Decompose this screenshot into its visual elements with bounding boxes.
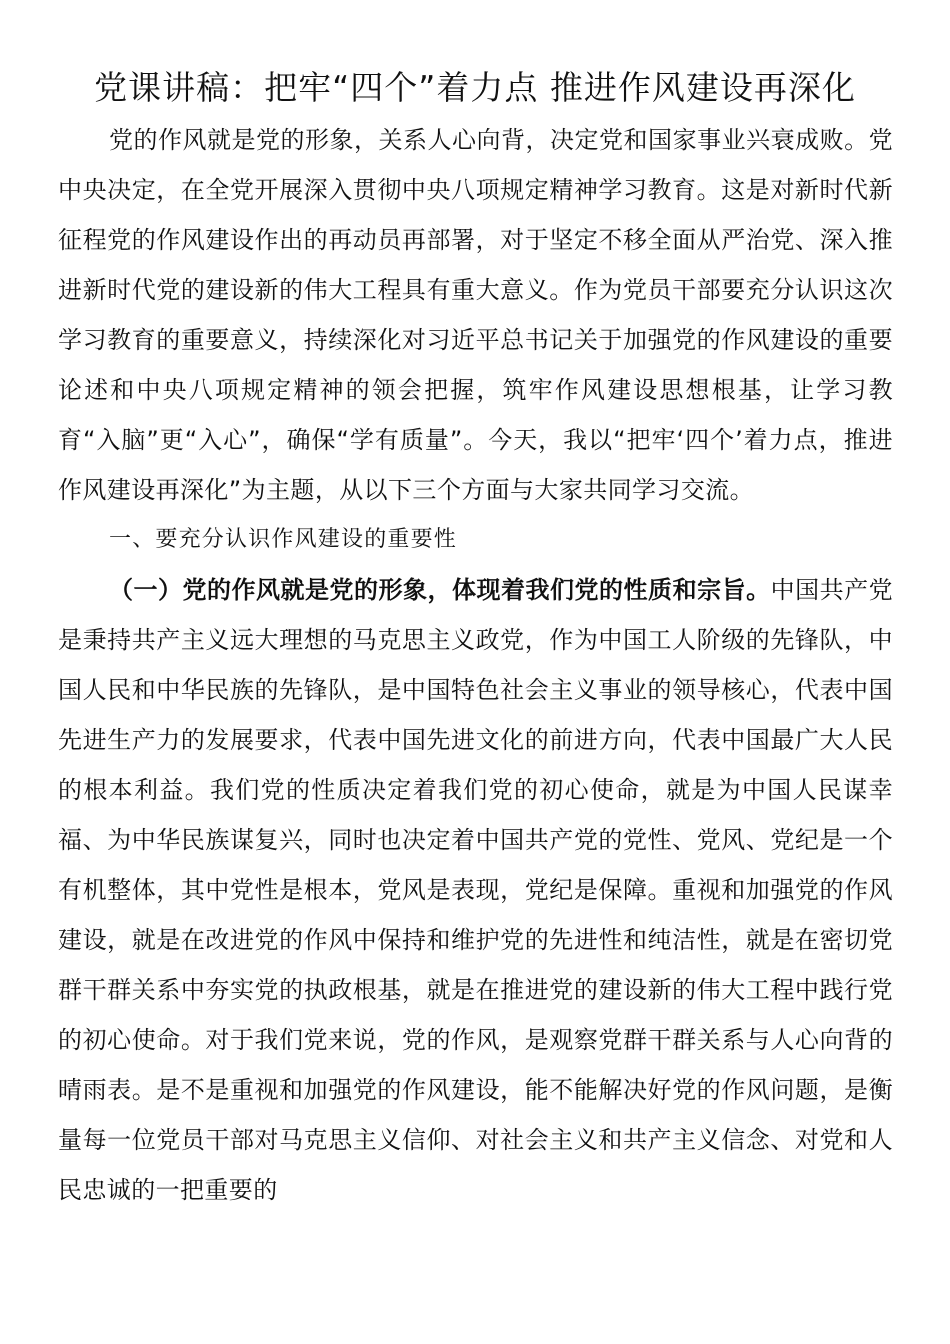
- subsection-1-paragraph: [58, 565, 893, 1215]
- document-body: [58, 115, 893, 1215]
- intro-paragraph: 党的作风就是党的形象，关系人心向背，决定党和国家事业兴衰成败。党中央决定，在全党开展深入贯彻中央八项规定精神学习教育。这是对新时代新征程党的作风建设作出的再动员再部署，对于坚定不移全面从严治党、深入推进新时代党的建设新的伟大工程具有重大意义。作为党员干部要充分认识这次学习教育的重要意义，持续深化对习近平总书记关于加强党的作风建设的重要论述和中央八项规定精神的领会把握，筑牢作风建设思想根基，让学习教育“入脑”更“入心”，确保“学有质量”。今天，我以“把牢‘四个’着力点，推进作风建设再深化”为主题，从以下三个方面与大家共同学习交流。: [58, 126, 893, 504]
- subsection-1-body: 中国共产党是秉持共产主义远大理想的马克思主义政党，作为中国工人阶级的先锋队，中国人民和中华民族的先锋队，是中国特色社会主义事业的领导核心，代表中国先进生产力的发展要求，代表中国先进文化的前进方向，代表中国最广大人民的根本利益。我们党的性质决定着我们党的初心使命，就是为中国人民谋幸福、为中华民族谋复兴，同时也决定着中国共产党的党性、党风、党纪是一个有机整体，其中党性是根本，党风是表现，党纪是保障。重视和加强党的作风建设，就是在改进党的作风中保持和维护党的先进性和纯洁性，就是在密切党群干群关系中夯实党的执政根基，就是在推进党的建设新的伟大工程中践行党的初心使命。对于我们党来说，党的作风，是观察党群干群关系与人心向背的晴雨表。是不是重视和加强党的作风建设，能不能解决好党的作风问题，是衡量每一位党员干部对马克思主义信仰、对社会主义和共产主义信念、对党和人民忠诚的一把重要的: [58, 576, 893, 1204]
- document-title: 党课讲稿：把牢“四个”着力点 推进作风建设再深化: [94, 68, 856, 107]
- section-1-heading: 一、要充分认识作风建设的重要性: [109, 527, 458, 552]
- subsection-1-heading: （一）党的作风就是党的形象，体现着我们党的性质和宗旨。: [109, 576, 771, 604]
